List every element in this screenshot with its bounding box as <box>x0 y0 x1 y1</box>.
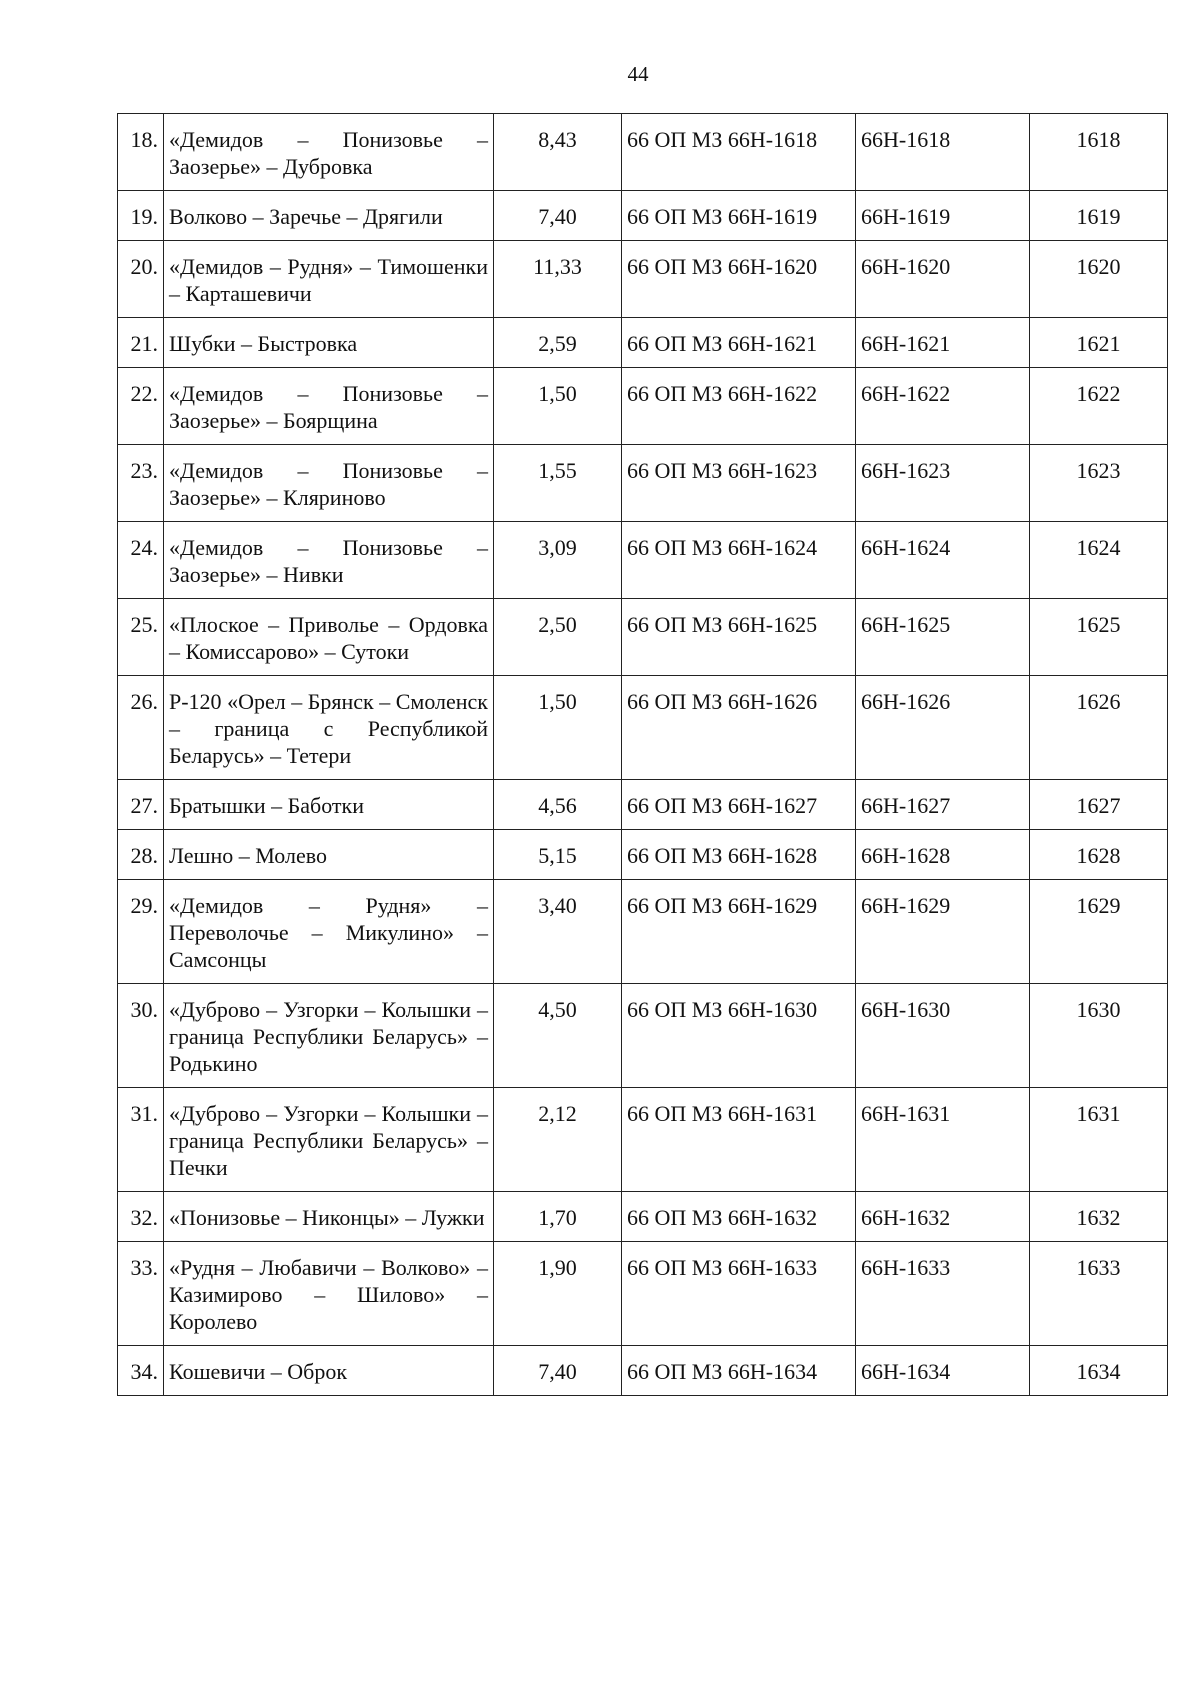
road-name: Кошевичи – Оброк <box>164 1346 494 1396</box>
road-name: «Демидов – Понизовье – Заозерье» – Нивки <box>164 522 494 599</box>
road-name: Р-120 «Орел – Брянск – Смоленск – граница с Республикой Беларусь» – Тетери <box>164 676 494 780</box>
road-length: 7,40 <box>494 191 622 241</box>
road-id: 66 ОП МЗ 66Н-1620 <box>622 241 856 318</box>
road-register-number: 66Н-1624 <box>856 522 1030 599</box>
road-length: 8,43 <box>494 114 622 191</box>
row-number: 29. <box>118 880 164 984</box>
road-register-number: 66Н-1626 <box>856 676 1030 780</box>
table-row <box>118 191 1168 241</box>
road-name: «Демидов – Понизовье – Заозерье» – Кляриново <box>164 445 494 522</box>
road-name: Волково – Заречье – Дрягили <box>164 191 494 241</box>
road-length: 2,59 <box>494 318 622 368</box>
table-row <box>118 522 1168 599</box>
road-register-number: 66Н-1628 <box>856 830 1030 880</box>
row-number: 22. <box>118 368 164 445</box>
road-id: 66 ОП МЗ 66Н-1621 <box>622 318 856 368</box>
road-id: 66 ОП МЗ 66Н-1619 <box>622 191 856 241</box>
road-name: Братышки – Баботки <box>164 780 494 830</box>
road-length: 2,50 <box>494 599 622 676</box>
road-length: 2,12 <box>494 1088 622 1192</box>
road-id: 66 ОП МЗ 66Н-1633 <box>622 1242 856 1346</box>
page-number: 44 <box>627 62 649 86</box>
table-row <box>118 880 1168 984</box>
road-code: 1625 <box>1030 599 1168 676</box>
road-code: 1627 <box>1030 780 1168 830</box>
road-name: Лешно – Молево <box>164 830 494 880</box>
road-register-number: 66Н-1625 <box>856 599 1030 676</box>
road-id: 66 ОП МЗ 66Н-1625 <box>622 599 856 676</box>
road-id: 66 ОП МЗ 66Н-1628 <box>622 830 856 880</box>
road-code: 1618 <box>1030 114 1168 191</box>
road-id: 66 ОП МЗ 66Н-1626 <box>622 676 856 780</box>
road-code: 1631 <box>1030 1088 1168 1192</box>
row-number: 25. <box>118 599 164 676</box>
row-number: 23. <box>118 445 164 522</box>
road-id: 66 ОП МЗ 66Н-1632 <box>622 1192 856 1242</box>
road-register-number: 66Н-1622 <box>856 368 1030 445</box>
table-row <box>118 368 1168 445</box>
road-register-number: 66Н-1633 <box>856 1242 1030 1346</box>
table-row <box>118 241 1168 318</box>
row-number: 18. <box>118 114 164 191</box>
road-name: «Демидов – Понизовье – Заозерье» – Дубровка <box>164 114 494 191</box>
road-name: «Демидов – Рудня» – Переволочье – Микулино» – Самсонцы <box>164 880 494 984</box>
roads-table-body <box>118 114 1168 1396</box>
table-row <box>118 830 1168 880</box>
road-code: 1632 <box>1030 1192 1168 1242</box>
road-code: 1623 <box>1030 445 1168 522</box>
table-row <box>118 1346 1168 1396</box>
road-name: «Понизовье – Никонцы» – Лужки <box>164 1192 494 1242</box>
table-row <box>118 676 1168 780</box>
row-number: 30. <box>118 984 164 1088</box>
table-row <box>118 984 1168 1088</box>
road-register-number: 66Н-1634 <box>856 1346 1030 1396</box>
road-code: 1629 <box>1030 880 1168 984</box>
road-length: 1,70 <box>494 1192 622 1242</box>
road-name: «Плоское – Приволье – Ордовка – Комиссарово» – Сутоки <box>164 599 494 676</box>
table-row <box>118 1088 1168 1192</box>
row-number: 21. <box>118 318 164 368</box>
road-register-number: 66Н-1629 <box>856 880 1030 984</box>
road-length: 3,40 <box>494 880 622 984</box>
road-length: 3,09 <box>494 522 622 599</box>
road-id: 66 ОП МЗ 66Н-1629 <box>622 880 856 984</box>
road-register-number: 66Н-1630 <box>856 984 1030 1088</box>
table-row <box>118 780 1168 830</box>
table-row <box>118 599 1168 676</box>
road-register-number: 66Н-1627 <box>856 780 1030 830</box>
road-register-number: 66Н-1632 <box>856 1192 1030 1242</box>
road-id: 66 ОП МЗ 66Н-1622 <box>622 368 856 445</box>
road-length: 1,90 <box>494 1242 622 1346</box>
road-code: 1624 <box>1030 522 1168 599</box>
table-row <box>118 445 1168 522</box>
row-number: 32. <box>118 1192 164 1242</box>
road-code: 1621 <box>1030 318 1168 368</box>
road-name: «Дуброво – Узгорки – Колышки – граница Республики Беларусь» – Печки <box>164 1088 494 1192</box>
road-code: 1620 <box>1030 241 1168 318</box>
road-id: 66 ОП МЗ 66Н-1634 <box>622 1346 856 1396</box>
road-length: 1,50 <box>494 368 622 445</box>
road-code: 1626 <box>1030 676 1168 780</box>
road-name: «Демидов – Рудня» – Тимошенки – Карташевичи <box>164 241 494 318</box>
road-id: 66 ОП МЗ 66Н-1630 <box>622 984 856 1088</box>
road-register-number: 66Н-1623 <box>856 445 1030 522</box>
road-id: 66 ОП МЗ 66Н-1624 <box>622 522 856 599</box>
table-row <box>118 1192 1168 1242</box>
road-length: 4,50 <box>494 984 622 1088</box>
road-register-number: 66Н-1631 <box>856 1088 1030 1192</box>
road-length: 7,40 <box>494 1346 622 1396</box>
road-name: «Демидов – Понизовье – Заозерье» – Боярщина <box>164 368 494 445</box>
roads-table <box>117 113 1168 1396</box>
row-number: 26. <box>118 676 164 780</box>
road-name: «Дуброво – Узгорки – Колышки – граница Республики Беларусь» – Родькино <box>164 984 494 1088</box>
road-code: 1622 <box>1030 368 1168 445</box>
road-code: 1634 <box>1030 1346 1168 1396</box>
row-number: 19. <box>118 191 164 241</box>
road-name: Шубки – Быстровка <box>164 318 494 368</box>
row-number: 24. <box>118 522 164 599</box>
table-row <box>118 114 1168 191</box>
road-id: 66 ОП МЗ 66Н-1618 <box>622 114 856 191</box>
row-number: 34. <box>118 1346 164 1396</box>
road-register-number: 66Н-1618 <box>856 114 1030 191</box>
road-id: 66 ОП МЗ 66Н-1627 <box>622 780 856 830</box>
road-register-number: 66Н-1619 <box>856 191 1030 241</box>
road-name: «Рудня – Любавичи – Волково» – Казимирово – Шилово» – Королево <box>164 1242 494 1346</box>
row-number: 20. <box>118 241 164 318</box>
road-id: 66 ОП МЗ 66Н-1631 <box>622 1088 856 1192</box>
road-length: 1,50 <box>494 676 622 780</box>
row-number: 31. <box>118 1088 164 1192</box>
road-length: 11,33 <box>494 241 622 318</box>
road-code: 1630 <box>1030 984 1168 1088</box>
row-number: 27. <box>118 780 164 830</box>
row-number: 28. <box>118 830 164 880</box>
road-register-number: 66Н-1621 <box>856 318 1030 368</box>
road-code: 1633 <box>1030 1242 1168 1346</box>
road-code: 1628 <box>1030 830 1168 880</box>
road-length: 1,55 <box>494 445 622 522</box>
road-length: 5,15 <box>494 830 622 880</box>
table-row <box>118 318 1168 368</box>
road-length: 4,56 <box>494 780 622 830</box>
road-id: 66 ОП МЗ 66Н-1623 <box>622 445 856 522</box>
road-register-number: 66Н-1620 <box>856 241 1030 318</box>
road-code: 1619 <box>1030 191 1168 241</box>
table-row <box>118 1242 1168 1346</box>
row-number: 33. <box>118 1242 164 1346</box>
